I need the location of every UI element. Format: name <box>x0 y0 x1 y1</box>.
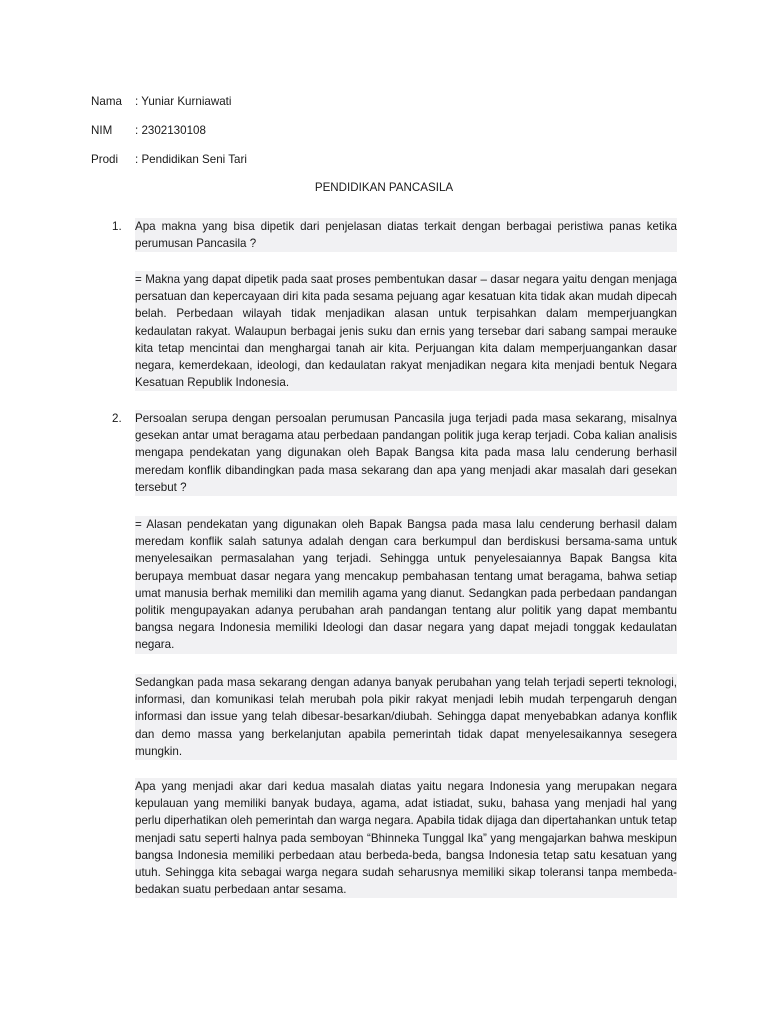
prodi-label: Prodi <box>91 153 119 166</box>
nim-label: NIM <box>91 124 113 137</box>
answer-1-paragraph: = Makna yang dapat dipetik pada saat proses pembentukan dasar – dasar negara yaitu dengan menjaga persatuan dan kepercayaan diri kita pada sesama pejuang agar kesatuan kita tidak akan mudah dipecah belah. Perbedaan wilayah tidak menjadikan alasan untuk terpisahkan dalam memperjuangkan kedaulatan rakyat. Walaupun berbagai jenis suku dan ernis yang tersebar dari sabang sampai merauke kita tetap mencintai dan menghargai tanah air kita. Perjuangan kita dalam memperjuangankan dasar negara, kemerdekaan, ideologi, dan kedaulatan rakyat menjadikan negara kita menjadi bentuk Negara Kesatuan Republik Indonesia. <box>135 273 677 390</box>
answer-2-part-3 <box>135 778 677 898</box>
question-1-paragraph: Apa makna yang bisa dipetik dari penjelasan diatas terkait dengan berbagai peristiwa panas ketika perumusan Pancasila ? <box>135 220 677 251</box>
nama-label: Nama <box>91 95 122 108</box>
question-1-text <box>135 218 677 252</box>
question-2-number: 2. <box>112 412 122 425</box>
identity-nama-row <box>91 94 231 110</box>
nim-value: : 2302130108 <box>135 124 206 137</box>
nama-value: : Yuniar Kurniawati <box>135 95 232 108</box>
answer-2-part-2 <box>135 674 677 760</box>
identity-prodi-row <box>91 152 247 168</box>
page-title: PENDIDIKAN PANCASILA <box>314 181 454 194</box>
answer-2-paragraph-1: = Alasan pendekatan yang digunakan oleh Bapak Bangsa pada masa lalu cenderung berhasil dalam meredam konflik salah satunya adalah dengan cara berkumpul dan berdiskusi bersama-sama untuk menyelesaikan permasalahan yang terjadi. Sehingga untuk penyelesaiannya Bapak Bangsa kita berupaya membuat dasar negara yang mencakup pembahasan tentang umat beragama, bahwa setiap umat manusia berhak memiliki dan memilih agama yang dianut. Sedangkan pada perbedaan pandangan politik mengupayakan adanya perubahan arah pandangan tentang alur politik yang dapat membantu bangsa negara Indonesia memiliki Ideologi dan dasar negara yang dapat mejadi tonggak kedaulatan negara. <box>135 518 677 652</box>
question-1-number: 1. <box>112 220 122 233</box>
answer-2-paragraph-3: Apa yang menjadi akar dari kedua masalah diatas yaitu negara Indonesia yang merupakan negara kepulauan yang memiliki banyak budaya, agama, adat istiadat, suku, bahasa yang menjadi hal yang perlu diperhatikan oleh pemerintah dan warga negara. Apabila tidak dijaga dan dipertahankan untuk tetap menjadi satu seperti halnya pada semboyan “Bhinneka Tunggal Ika” yang mengajarkan bahwa meskipun bangsa Indonesia memiliki perbedaan atau berbeda-beda, bangsa Indonesia tetap satu kesatuan yang utuh. Sehingga kita sebagai warga negara sudah seharusnya memiliki sikap toleransi tanpa membeda-bedakan suatu perbedaan antar sesama. <box>135 780 677 897</box>
prodi-value: : Pendidikan Seni Tari <box>135 153 247 166</box>
answer-2-part-1 <box>135 516 677 654</box>
identity-nim-row <box>91 123 206 139</box>
answer-1-text <box>135 271 677 391</box>
question-2-text <box>135 410 677 496</box>
question-2-paragraph: Persoalan serupa dengan persoalan perumusan Pancasila juga terjadi pada masa sekarang, misalnya gesekan antar umat beragama atau perbedaan pandangan politik juga kerap terjadi. Coba kalian analisis mengapa pendekatan yang digunakan oleh Bapak Bangsa kita pada masa lalu cenderung berhasil meredam konflik dibandingkan pada masa sekarang dan apa yang menjadi akar masalah dari gesekan tersebut ? <box>135 412 677 494</box>
answer-2-paragraph-2: Sedangkan pada masa sekarang dengan adanya banyak perubahan yang telah terjadi seperti teknologi, informasi, dan komunikasi telah merubah pola pikir rakyat menjadi lebih mudah terpengaruh dengan informasi dan issue yang telah dibesar-besarkan/diubah. Sehingga dapat menyebabkan adanya konflik dan demo massa yang berkelanjutan apabila pemerintah tidak dapat menyelesaikannya sesegera mungkin. <box>135 676 677 758</box>
